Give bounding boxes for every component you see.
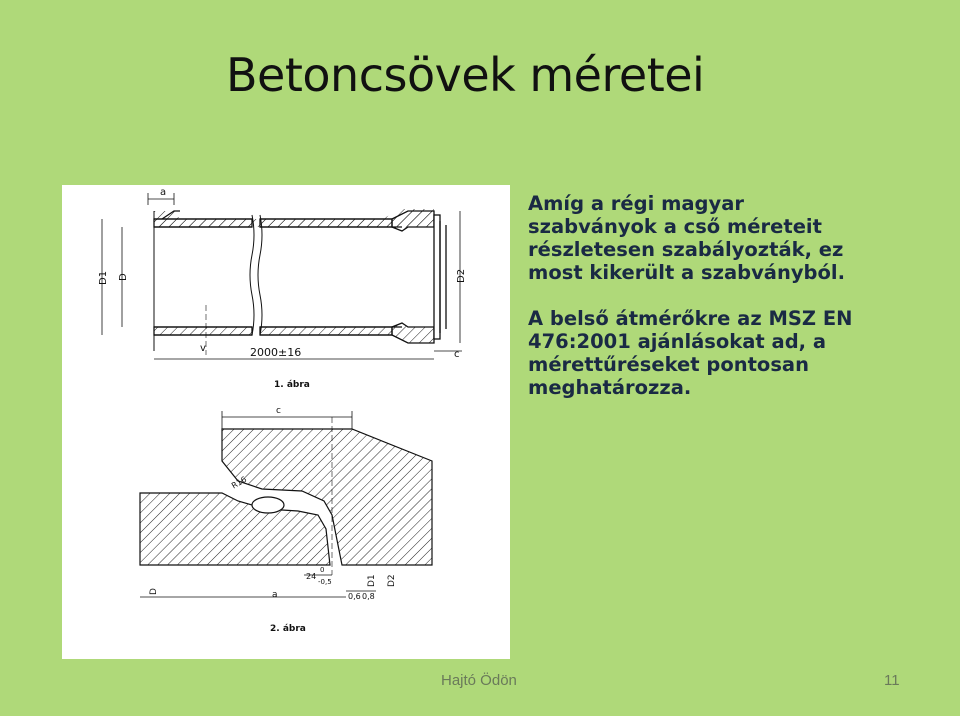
tolerance-minus05: -0,5 — [318, 578, 332, 586]
paragraph-1-line-4: most kikerült a szabványból. — [528, 261, 845, 284]
label-D2-detail: D2 — [387, 574, 397, 587]
footer-author: Hajtó Ödön — [441, 672, 517, 689]
tolerance-zero: 0 — [320, 566, 325, 574]
technical-drawing — [62, 185, 510, 659]
tolerance-24: 24 — [306, 572, 317, 581]
paragraph-2-line-4: meghatározza. — [528, 376, 692, 399]
label-D: D — [118, 273, 129, 281]
paragraph-1-line-1: Amíg a régi magyar — [528, 192, 744, 215]
label-v: v — [200, 343, 206, 354]
paragraph-2 — [528, 307, 948, 399]
paragraph-1-line-3: részletesen szabályozták, ez — [528, 238, 844, 261]
pipe-drawing-svg — [62, 185, 510, 659]
dim-06: 0,6 — [348, 592, 361, 601]
label-c-detail: c — [276, 406, 281, 416]
label-a-detail: a — [272, 590, 278, 600]
slide-body-text — [528, 192, 948, 399]
label-D2: D2 — [456, 268, 467, 283]
spigot-wall — [140, 493, 330, 565]
label-c-top: c — [454, 349, 460, 360]
footer-page-number: 11 — [884, 672, 900, 689]
paragraph-2-line-1: A belső átmérőkre az MSZ EN — [528, 307, 853, 330]
figure-1-caption: 1. ábra — [274, 380, 310, 390]
label-a-top: a — [160, 187, 167, 198]
label-R16: R16 — [230, 474, 249, 491]
slide-title: Betoncsövek méretei — [226, 48, 705, 102]
paragraph-1-line-2: szabványok a cső méreteit — [528, 215, 822, 238]
dim-08: 0,8 — [362, 592, 375, 601]
paragraph-2-line-2: 476:2001 ajánlásokat ad, a — [528, 330, 827, 353]
rubber-gasket — [252, 497, 284, 513]
paragraph-2-line-3: mérettűréseket pontosan — [528, 353, 809, 376]
figure-2-joint-detail — [140, 411, 432, 597]
length-dimension: 2000±16 — [250, 346, 302, 359]
paragraph-1 — [528, 192, 948, 284]
label-D1-detail: D1 — [367, 574, 377, 587]
figure-1-pipe-section — [102, 193, 462, 359]
label-D1: D1 — [98, 270, 109, 285]
label-D-detail: D — [149, 588, 159, 595]
figure-2-caption: 2. ábra — [270, 624, 306, 634]
